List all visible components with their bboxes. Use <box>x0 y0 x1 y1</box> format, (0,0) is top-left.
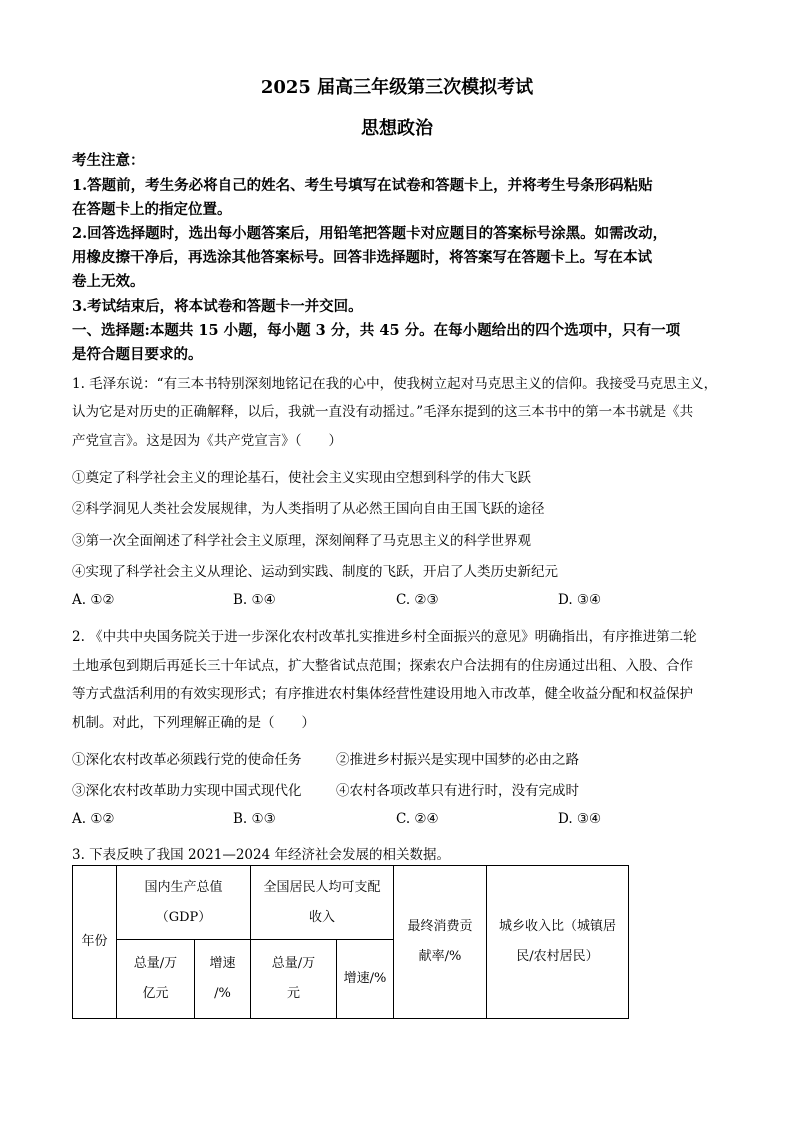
exam-title: 2025 届高三年级第三次模拟考试 <box>260 77 534 98</box>
option-c[interactable]: C. ②④ <box>396 811 439 827</box>
notice-heading: 考生注意： <box>72 152 145 169</box>
option-b[interactable]: B. ①④ <box>233 592 276 608</box>
option-d[interactable]: D. ③④ <box>558 592 602 608</box>
statement: ④农村各项改革只有进行时，没有完成时 <box>336 783 579 799</box>
header-income-growth: 增速/% <box>337 940 394 1019</box>
statement: ②推进乡村振兴是实现中国梦的必由之路 <box>336 752 579 768</box>
option-b[interactable]: B. ①③ <box>233 811 276 827</box>
header-income-total: 总量/万 元 <box>251 940 337 1019</box>
statement: ④实现了科学社会主义从理论、运动到实践、制度的飞跃，开启了人类历史新纪元 <box>72 564 558 580</box>
header-gdp: 国内生产总值 （GDP） <box>117 866 251 940</box>
data-table <box>72 865 629 1019</box>
option-d[interactable]: D. ③④ <box>558 811 602 827</box>
statement: ②科学洞见人类社会发展规律，为人类指明了从必然王国向自由王国飞跃的途径 <box>72 501 545 517</box>
header-consumption: 最终消费贡 献率/% <box>394 866 487 1019</box>
header-income: 全国居民人均可支配 收入 <box>251 866 394 940</box>
header-gdp-growth: 增速 /% <box>195 940 251 1019</box>
statement: ③深化农村改革助力实现中国式现代化 <box>72 783 302 799</box>
subject-title: 思想政治 <box>361 118 433 139</box>
statement: ①深化农村改革必须践行党的使命任务 <box>72 752 302 768</box>
option-c[interactable]: C. ②③ <box>396 592 439 608</box>
option-a[interactable]: A. ①② <box>72 592 115 608</box>
header-year: 年份 <box>73 866 117 1019</box>
header-gdp-total: 总量/万 亿元 <box>117 940 195 1019</box>
statement: ①奠定了科学社会主义的理论基石，使社会主义实现由空想到科学的伟大飞跃 <box>72 470 531 486</box>
statement: ③第一次全面阐述了科学社会主义原理，深刻阐释了马克思主义的科学世界观 <box>72 533 531 549</box>
header-ratio: 城乡收入比（城镇居 民/农村居民） <box>487 866 629 1019</box>
option-a[interactable]: A. ①② <box>72 811 115 827</box>
